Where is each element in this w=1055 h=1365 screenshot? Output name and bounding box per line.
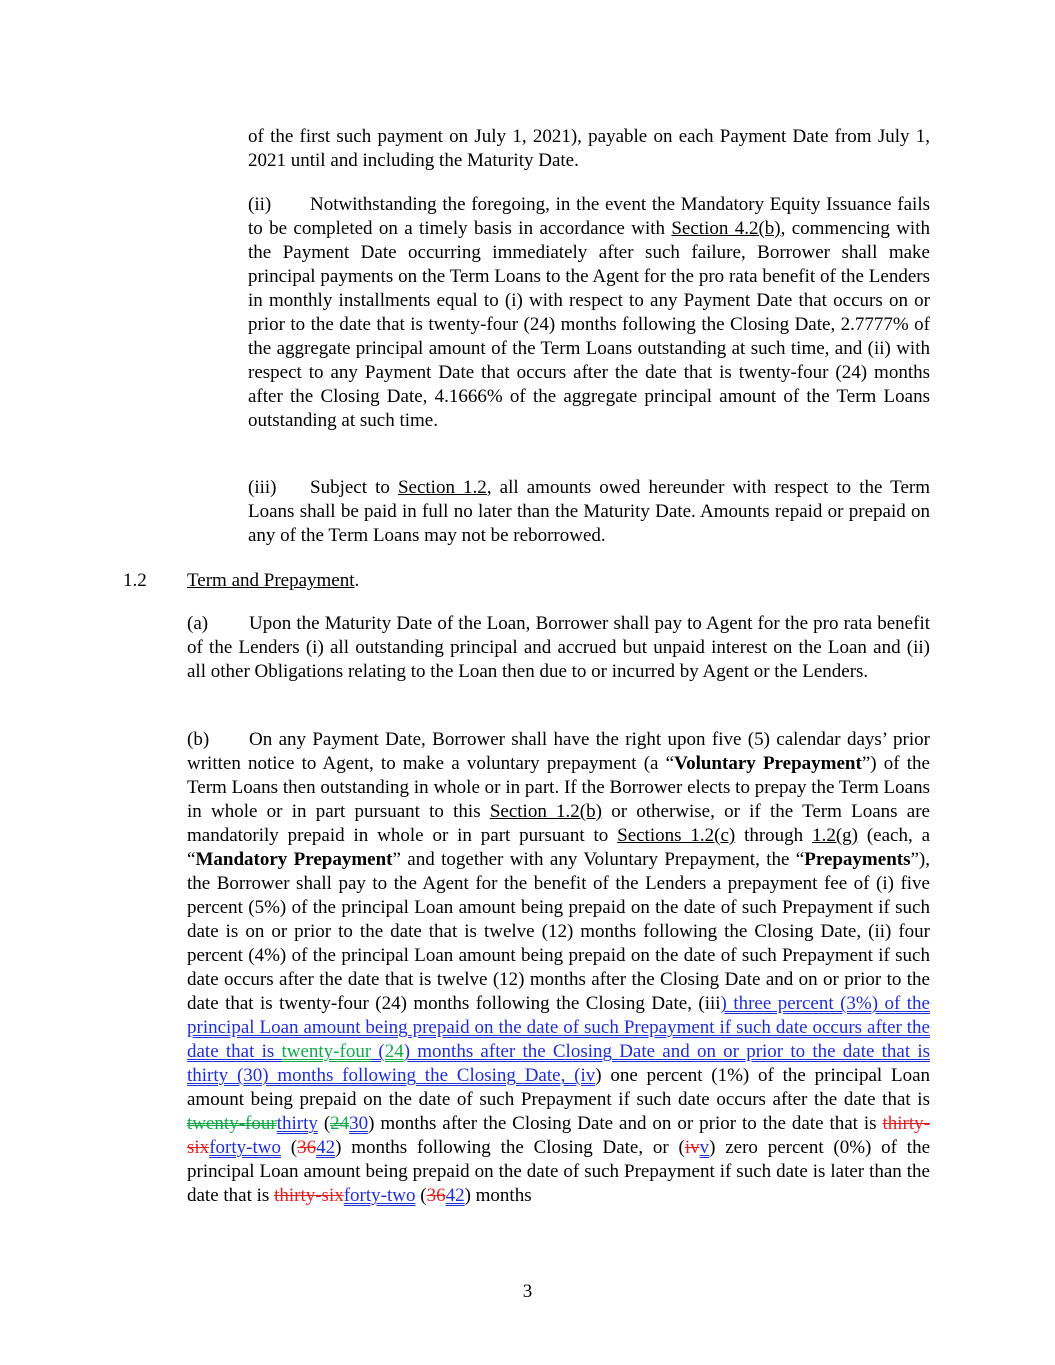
inserted-text: forty-two bbox=[209, 1137, 281, 1158]
paragraph-label: (b) bbox=[187, 729, 210, 750]
section-heading bbox=[123, 569, 359, 593]
section-title-period: . bbox=[354, 570, 360, 591]
paragraph-text: ) months following the Closing Date, or ( bbox=[335, 1137, 685, 1158]
paragraph-label: (iii) bbox=[248, 477, 277, 498]
paragraph-continuation bbox=[248, 125, 930, 173]
paragraph-text: ) months after the Closing Date and on or prior to the date that is bbox=[368, 1113, 883, 1134]
paragraph-text: through bbox=[735, 825, 813, 846]
deleted-text: thirty-six bbox=[274, 1185, 344, 1206]
defined-term: Prepayments bbox=[804, 849, 911, 870]
moved-from-text: twenty-four bbox=[187, 1113, 277, 1134]
paragraph-text: Notwithstanding the foregoing, in the event the Mandatory Equity Issuance fails to be completed on a timely basis in accordance with bbox=[248, 194, 930, 239]
deleted-text: iv bbox=[684, 1137, 700, 1158]
cross-reference: 1.2(g) bbox=[812, 825, 858, 846]
inserted-text: ) three percent (3%) of the principal Loan amount being prepaid on the date of such Prepayment if such date occurs after the date that is bbox=[187, 993, 930, 1062]
paragraph-text: ”) of the Term Loans then outstanding in whole or in part. If the Borrower elects to prepay the Term Loans in whole or in part pursuant to this bbox=[187, 753, 930, 822]
paragraph-text: ”), the Borrower shall pay to the Agent for the benefit of the Lenders a prepayment fee of (i) five percent (5%) of the principal Loan amount being prepaid on the date of such Prepayment if such date is on or prior to the date that is twelve (12) months following the Closing Date, (ii) four percent (4%) of the principal Loan amount being prepaid on the date of such Prepayment if such date occurs after the date that is twelve (12) months after the Closing Date and on or prior to the date that is twenty-four (24) months following the Closing Date, (iii bbox=[187, 849, 930, 1014]
inserted-text: 30 bbox=[349, 1113, 369, 1134]
paragraph-text: On any Payment Date, Borrower shall have the right upon five (5) calendar days’ prior written notice to Agent, to make a voluntary prepayment (a “ bbox=[187, 729, 930, 774]
deleted-text: 36 bbox=[297, 1137, 317, 1158]
paragraph-text: ( bbox=[317, 1113, 331, 1134]
paragraph-text: , all amounts owed hereunder with respect to the Term Loans shall be paid in full no later than the Maturity Date. Amounts repaid or prepaid on any of the Term Loans may not be reborrowed. bbox=[248, 477, 930, 546]
inserted-text: forty-two bbox=[343, 1185, 416, 1206]
paragraph-text: Subject to bbox=[310, 477, 398, 498]
paragraph-label: (ii) bbox=[248, 194, 272, 215]
defined-term: Voluntary Prepayment bbox=[674, 753, 862, 774]
paragraph-text: Upon the Maturity Date of the Loan, Borrower shall pay to Agent for the pro rata benefit of the Lenders (i) all outstanding principal and accrued but unpaid interest on the Loan and (ii) all other Obligations relating to the Loan then due to or incurred by Agent or the Lenders. bbox=[187, 613, 930, 682]
section-number: 1.2 bbox=[123, 570, 147, 591]
paragraph-text: ) zero percent (0%) of the principal Loan amount being prepaid on the date of such Prepayment if such date is later than the date that is bbox=[187, 1137, 930, 1206]
paragraph-a bbox=[187, 612, 930, 684]
page-number: 3 bbox=[522, 1281, 533, 1302]
moved-from-text: 24 bbox=[330, 1113, 350, 1134]
cross-reference: Sections 1.2(c) bbox=[617, 825, 736, 846]
paragraph-text: ” and together with any Voluntary Prepayment, the “ bbox=[392, 849, 805, 870]
inserted-text: ( bbox=[371, 1041, 385, 1062]
paragraph-iii bbox=[248, 476, 930, 548]
paragraph-text: ( bbox=[280, 1137, 298, 1158]
inserted-text: thirty bbox=[276, 1113, 318, 1134]
moved-text: twenty-four bbox=[281, 1041, 372, 1062]
inserted-text: 42 bbox=[316, 1137, 336, 1158]
paragraph-label: (a) bbox=[187, 613, 209, 634]
paragraph-text: ( bbox=[415, 1185, 427, 1206]
deleted-text: 36 bbox=[426, 1185, 446, 1206]
moved-text: 24 bbox=[384, 1041, 404, 1062]
paragraph-b bbox=[187, 728, 930, 1208]
paragraph-text: , commencing with the Payment Date occurring immediately after such failure, Borrower shall make principal payments on the Term Loans to the Agent for the pro rata benefit of the Lenders in monthly installments equal to (i) with respect to any Payment Date that occurs on or prior to the date that is twenty-four (24) months following the Closing Date, 2.7777% of the aggregate principal amount of the Term Loans outstanding at such time, and (ii) with respect to any Payment Date that occurs after the date that is twenty-four (24) months after the Closing Date, 4.1666% of the aggregate principal amount of the Term Loans outstanding at such time. bbox=[248, 218, 930, 431]
deleted-text: thirty-six bbox=[187, 1113, 930, 1158]
paragraph-text: ) months bbox=[464, 1185, 532, 1206]
inserted-text: ) months after the Closing Date and on or prior to the date that is thirty (30) months following the Closing Date, (iv bbox=[187, 1041, 931, 1086]
paragraph-text: or otherwise, or if the Term Loans are mandatorily prepaid in whole or in part pursuant to bbox=[187, 801, 930, 846]
cross-reference: Section 1.2 bbox=[397, 477, 487, 498]
cross-reference: Section 4.2(b) bbox=[671, 218, 781, 239]
paragraph-text: (each, a “ bbox=[187, 825, 931, 870]
cross-reference: Section 1.2(b) bbox=[489, 801, 602, 822]
inserted-text: v bbox=[699, 1137, 710, 1158]
section-title: Term and Prepayment bbox=[187, 570, 355, 591]
paragraph-ii bbox=[248, 193, 930, 433]
defined-term: Mandatory Prepayment bbox=[195, 849, 393, 870]
paragraph-text: of the first such payment on July 1, 2021), payable on each Payment Date from July 1, 2021 until and including the Maturity Date. bbox=[248, 126, 930, 171]
paragraph-text: ) one percent (1%) of the principal Loan amount being prepaid on the date of such Prepayment if such date occurs after the date that is bbox=[187, 1065, 930, 1110]
inserted-text: 42 bbox=[445, 1185, 465, 1206]
